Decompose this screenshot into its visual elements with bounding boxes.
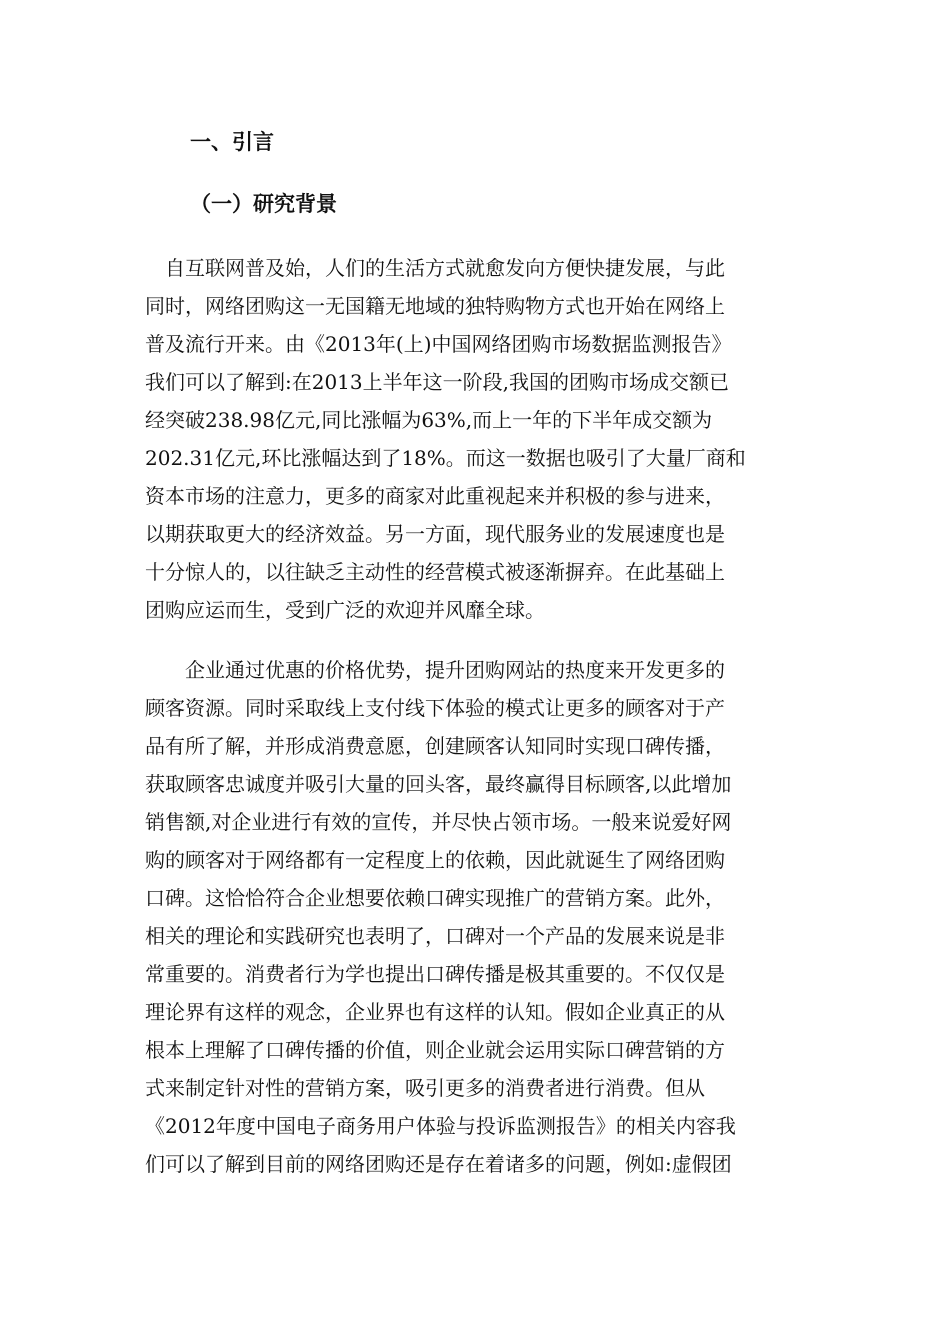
paragraph-line: 们可以了解到目前的网络团购还是存在着诸多的问题，例如:虚假团: [145, 1152, 732, 1176]
paragraph-line: 购的顾客对于网络都有一定程度上的依赖，因此就诞生了网络团购: [145, 848, 725, 872]
paragraph-line: 企业通过优惠的价格优势，提升团购网站的热度来开发更多的: [145, 658, 725, 682]
paragraph-line: 顾客资源。同时采取线上支付线下体验的模式让更多的顾客对于产: [145, 696, 725, 720]
paragraph-line: 同时，网络团购这一无国籍无地域的独特购物方式也开始在网络上: [145, 294, 725, 318]
paragraph-line: 式来制定针对性的营销方案，吸引更多的消费者进行消费。但从: [145, 1076, 705, 1100]
paragraph-line: 我们可以了解到:在2013上半年这一阶段,我国的团购市场成交额已: [145, 370, 729, 394]
paragraph-line: 普及流行开来。由《2013年(上)中国网络团购市场数据监测报告》: [145, 332, 732, 356]
paragraph-line: 经突破238.98亿元,同比涨幅为63%,而上一年的下半年成交额为: [145, 408, 713, 432]
paragraph-line: 相关的理论和实践研究也表明了，口碑对一个产品的发展来说是非: [145, 924, 725, 948]
paragraph-line: 常重要的。消费者行为学也提出口碑传播是极其重要的。不仅仅是: [145, 962, 725, 986]
paragraph-line: 理论界有这样的观念，企业界也有这样的认知。假如企业真正的从: [145, 1000, 725, 1024]
paragraph-line: 十分惊人的，以往缺乏主动性的经营模式被逐渐摒弃。在此基础上: [145, 560, 725, 584]
paragraph-line: 品有所了解，并形成消费意愿，创建顾客认知同时实现口碑传播，: [145, 734, 725, 758]
paragraph-line: 根本上理解了口碑传播的价值，则企业就会运用实际口碑营销的方: [145, 1038, 725, 1062]
paragraph-line: 获取顾客忠诚度并吸引大量的回头客，最终赢得目标顾客,以此增加: [145, 772, 732, 796]
paragraph-line: 自互联网普及始，人们的生活方式就愈发向方便快捷发展，与此: [145, 256, 725, 280]
paragraph-line: 《2012年度中国电子商务用户体验与投诉监测报告》的相关内容我: [145, 1114, 736, 1138]
subsection-title: （一）研究背景: [190, 191, 337, 216]
paragraph-line: 团购应运而生，受到广泛的欢迎并风靡全球。: [145, 598, 545, 622]
paragraph-line: 以期获取更大的经济效益。另一方面，现代服务业的发展速度也是: [145, 522, 725, 546]
section-title: 一、引言: [190, 129, 274, 154]
paragraph-research-background-2: [145, 651, 805, 1183]
paragraph-line: 销售额,对企业进行有效的宣传，并尽快占领市场。一般来说爱好网: [145, 810, 732, 834]
paragraph-line: 口碑。这恰恰符合企业想要依赖口碑实现推广的营销方案。此外，: [145, 886, 725, 910]
paragraph-line: 202.31亿元,环比涨幅达到了18%。而这一数据也吸引了大量厂商和: [145, 446, 746, 470]
paragraph-research-background-1: [145, 249, 805, 629]
paragraph-line: 资本市场的注意力，更多的商家对此重视起来并积极的参与进来，: [145, 484, 725, 508]
